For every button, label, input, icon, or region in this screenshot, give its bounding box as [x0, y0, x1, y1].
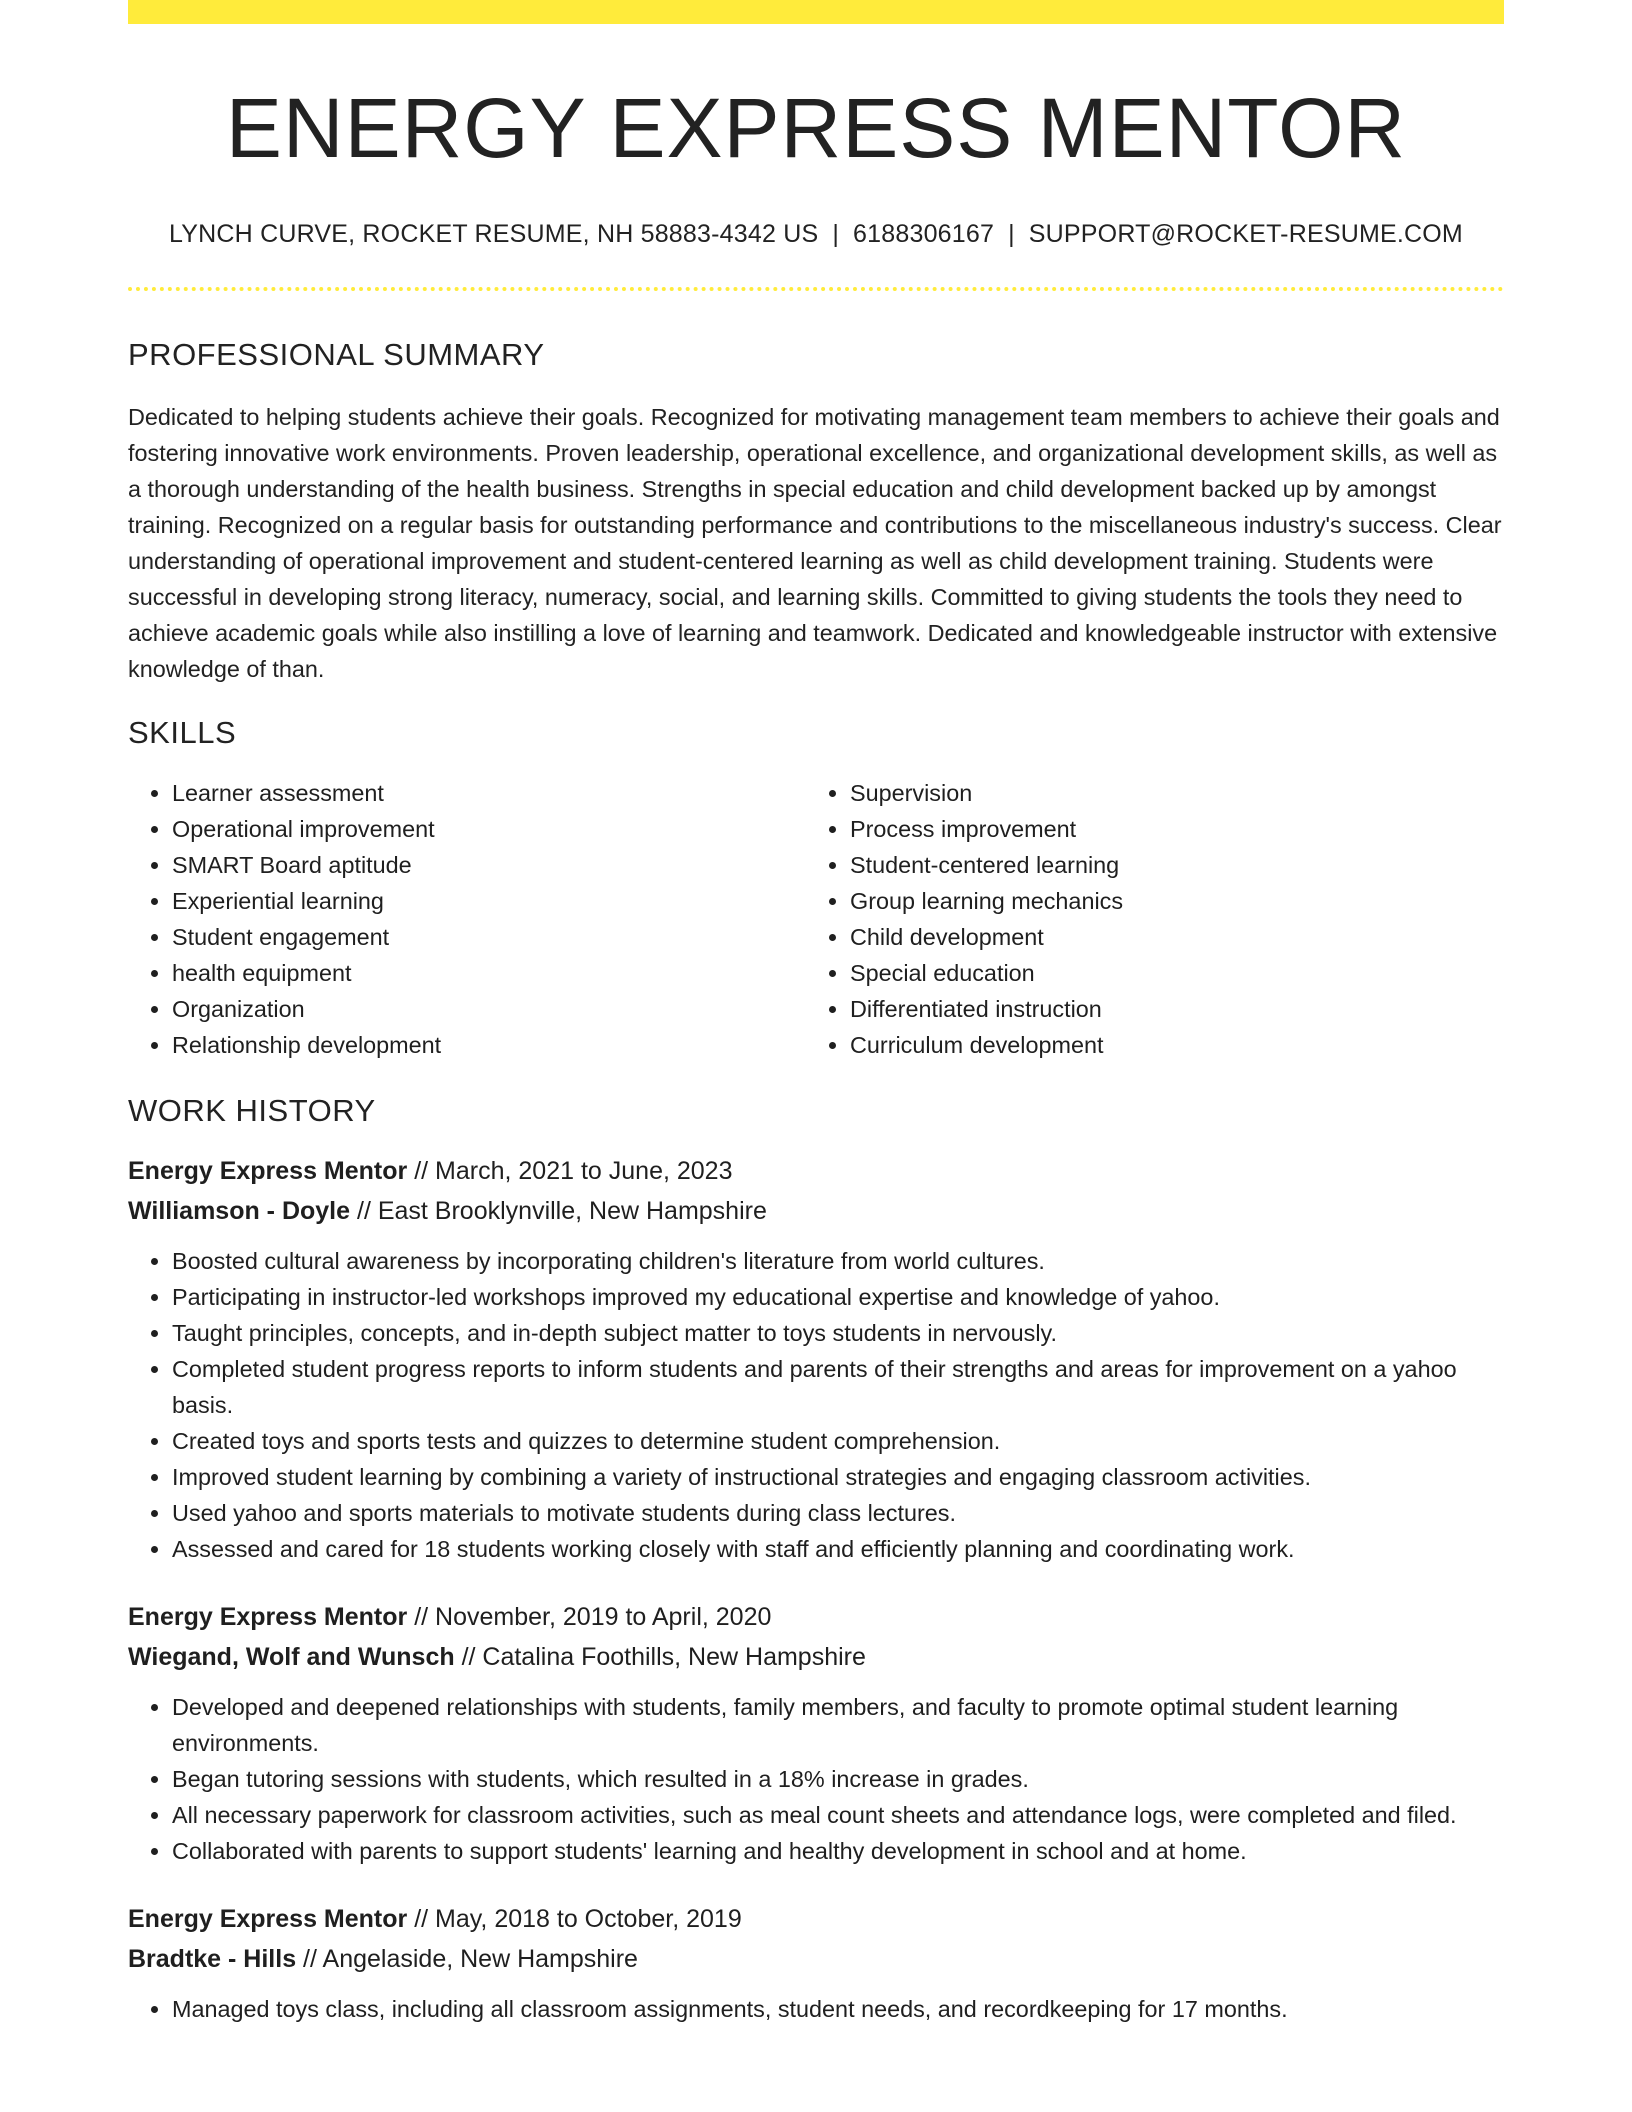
job-location: // Catalina Foothills, New Hampshire: [454, 1643, 866, 1672]
skill-item: • SMART Board aptitude: [172, 847, 806, 883]
skills-heading: SKILLS: [128, 715, 237, 751]
job-entry: [128, 1151, 1504, 1567]
duty-item: • Developed and deepened relationships with students, family members, and faculty to promote optimal student learning environments.: [172, 1689, 1504, 1761]
skill-item: • Experiential learning: [172, 883, 806, 919]
skill-item: • Differentiated instruction: [850, 991, 1484, 1027]
contact-address: LYNCH CURVE, ROCKET RESUME, NH 58883-4342 US: [169, 220, 819, 249]
contact-separator: |: [1008, 220, 1015, 249]
job-role-line: [128, 1597, 1504, 1637]
duty-item: • Managed toys class, including all classroom assignments, student needs, and recordkeeping for 17 months.: [172, 1991, 1504, 2027]
skills-list: [128, 775, 1504, 1063]
job-role-line: [128, 1899, 1504, 1939]
candidate-name: ENERGY EXPRESS MENTOR: [225, 81, 1407, 175]
skill-item: • Student-centered learning: [850, 847, 1484, 883]
job-dates: // March, 2021 to June, 2023: [407, 1157, 733, 1186]
skill-item: • Supervision: [850, 775, 1484, 811]
duty-item: • Assessed and cared for 18 students working closely with staff and efficiently planning and coordinating work.: [172, 1531, 1504, 1567]
contact-phone: 6188306167: [853, 220, 995, 249]
job-duties: [128, 1243, 1504, 1567]
job-duties: [128, 1991, 1504, 2027]
top-accent-bar: [128, 0, 1504, 24]
job-company: Wiegand, Wolf and Wunsch: [128, 1643, 455, 1672]
duty-item: • Improved student learning by combining a variety of instructional strategies and engaging classroom activities.: [172, 1459, 1504, 1495]
job-role: Energy Express Mentor: [128, 1157, 408, 1186]
skill-item: • health equipment: [172, 955, 806, 991]
skill-item: • Group learning mechanics: [850, 883, 1484, 919]
skill-item: • Learner assessment: [172, 775, 806, 811]
contact-email: SUPPORT@ROCKET-RESUME.COM: [1028, 220, 1463, 249]
duty-item: • Collaborated with parents to support students' learning and healthy development in school and at home.: [172, 1833, 1504, 1869]
job-duties: [128, 1689, 1504, 1869]
job-location: // East Brooklynville, New Hampshire: [350, 1197, 767, 1226]
skills-column-left: [128, 775, 806, 1063]
contact-line: [128, 220, 1504, 249]
resume-page: [128, 0, 1504, 2027]
skill-item: • Operational improvement: [172, 811, 806, 847]
duty-item: • Used yahoo and sports materials to motivate students during class lectures.: [172, 1495, 1504, 1531]
job-role: Energy Express Mentor: [128, 1603, 408, 1632]
work-history-heading: WORK HISTORY: [128, 1093, 376, 1129]
duty-item: • Began tutoring sessions with students, which resulted in a 18% increase in grades.: [172, 1761, 1504, 1797]
summary-heading: PROFESSIONAL SUMMARY: [128, 337, 545, 373]
duty-item: • Completed student progress reports to inform students and parents of their strengths and areas for improvement on a yahoo basis.: [172, 1351, 1504, 1423]
duty-item: • Taught principles, concepts, and in-depth subject matter to toys students in nervously.: [172, 1315, 1504, 1351]
skill-item: • Child development: [850, 919, 1484, 955]
duty-item: • All necessary paperwork for classroom activities, such as meal count sheets and attendance logs, were completed and filed.: [172, 1797, 1504, 1833]
job-role: Energy Express Mentor: [128, 1905, 408, 1934]
job-dates: // November, 2019 to April, 2020: [407, 1603, 772, 1632]
job-company-line: [128, 1191, 1504, 1231]
dotted-divider: [128, 287, 1504, 291]
duty-item: • Participating in instructor-led workshops improved my educational expertise and knowledge of yahoo.: [172, 1279, 1504, 1315]
summary-text: Dedicated to helping students achieve their goals. Recognized for motivating management team members to achieve their goals and fostering innovative work environments. Proven leadership, operational excellence, and organizational development skills, as well as a thorough understanding of the health business. Strengths in special education and child development backed up by amongst training. Recognized on a regular basis for outstanding performance and contributions to the miscellaneous industry's success. Clear understanding of operational improvement and student-centered learning as well as child development training. Students were successful in developing strong literacy, numeracy, social, and learning skills. Committed to giving students the tools they need to achieve academic goals while also instilling a love of learning and teamwork. Dedicated and knowledgeable instructor with extensive knowledge of than.: [128, 404, 1502, 683]
job-company-line: [128, 1939, 1504, 1979]
skill-item: • Organization: [172, 991, 806, 1027]
skill-item: • Student engagement: [172, 919, 806, 955]
duty-item: • Created toys and sports tests and quizzes to determine student comprehension.: [172, 1423, 1504, 1459]
job-entry: [128, 1597, 1504, 1869]
job-company-line: [128, 1637, 1504, 1677]
duty-item: • Boosted cultural awareness by incorporating children's literature from world cultures.: [172, 1243, 1504, 1279]
skill-item: • Curriculum development: [850, 1027, 1484, 1063]
contact-separator: |: [832, 220, 840, 249]
job-dates: // May, 2018 to October, 2019: [407, 1905, 742, 1934]
job-role-line: [128, 1151, 1504, 1191]
job-entry: [128, 1899, 1504, 2027]
job-location: // Angelaside, New Hampshire: [296, 1945, 638, 1974]
job-company: Bradtke - Hills: [128, 1945, 297, 1974]
skill-item: • Special education: [850, 955, 1484, 991]
skill-item: • Process improvement: [850, 811, 1484, 847]
skills-column-right: [806, 775, 1484, 1063]
skill-item: • Relationship development: [172, 1027, 806, 1063]
job-company: Williamson - Doyle: [128, 1197, 351, 1226]
